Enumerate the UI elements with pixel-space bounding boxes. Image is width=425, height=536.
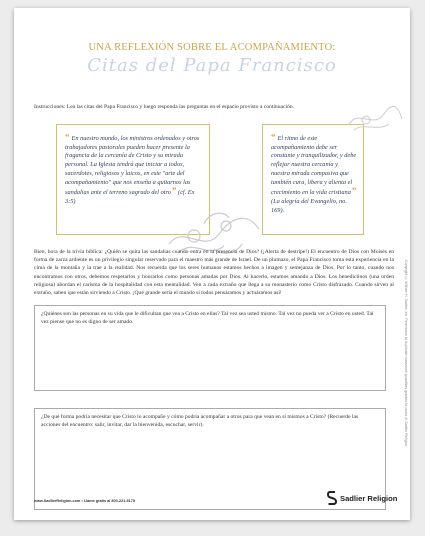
close-quote-icon: ” bbox=[351, 186, 357, 197]
page-title: Citas del Papa Francisco bbox=[87, 55, 337, 76]
quote-left bbox=[65, 133, 203, 207]
sadlier-logo bbox=[327, 491, 397, 505]
logo-text: Sadlier Religion bbox=[340, 493, 398, 503]
copyright-side-text: Copyright © William H. Sadlier, Inc. Permission to duplicate classroom quantities granted to users of Sadlier Religion. bbox=[404, 260, 408, 448]
quote-right bbox=[271, 133, 357, 215]
quote-left-citation: (cf. Ex 3:5) bbox=[65, 189, 195, 205]
instructions-text: Instrucciones: Lea las citas del Papa Francisco y luego responda las preguntas en el espacio provisto a continuación. bbox=[34, 104, 295, 110]
worksheet-page bbox=[14, 8, 410, 520]
close-quote-icon: ” bbox=[171, 186, 177, 197]
question-2: ¿De qué forma podría necesitar que Cristo lo acompañe y cómo podría acompañar a otros para que vean en sí mismos a Cristo? (Recuerde las acciones del encuentro: salir, invitar, dar la bienvenida, escuchar, servir). bbox=[41, 414, 359, 429]
answer-box-1[interactable] bbox=[34, 305, 386, 391]
header-kicker: UNA REFLEXIÓN SOBRE EL ACOMPAÑAMIENTO: bbox=[88, 42, 336, 53]
open-quote-icon: “ bbox=[65, 132, 70, 142]
quote-right-text: El ritmo de este acompañamiento debe ser constante y tranquilizador, y debe reflejar nuestra cercanía y nuestra mirada compasiva que también cura, libera y alienta el crecimiento en la vida cristiana bbox=[271, 135, 357, 197]
open-quote-icon: “ bbox=[271, 132, 276, 142]
question-1: ¿Quiénes son las personas en su vida que le dificultan que vea a Cristo en ellas? Tal vez sea usted mismo. Tal vez no pueda ver a Cristo en usted. Tal vez piense que no es digno de ser amado. bbox=[41, 311, 374, 326]
body-paragraph: Bien, hora de la trivia bíblica: ¿Quién se quita las sandalias cuando entra en la presencia de Dios? (¡Alerta de destripe!) El encuentro de Dios con Moisés en forma de zarza ardiente es un privilegio singular reservado para el maestro más grande de Israel. De un plumazo, el Papa Francisco toma esta experiencia en la cima de la montaña y la trae a la realidad. Nos recuerda que los seres humanos estamos hechos a imagen y semejanza de Dios. Por lo tanto, cuando nos encontramos con otros, debemos respetarlos y honrarlos como personas amadas por Dios. Al hacerlo, estamos amando a Dios. Los benedictinos (una orden religiosa) abordan el carisma de la hospitalidad con esta mentalidad. Ven a cada extraño que llega a su monasterio como Cristo disfrazado. Cuando sirven al extraño, saben que están sirviendo a Cristo. ¡Qué grande sería el mundo si todos pensáramos y actuáramos así! bbox=[34, 249, 394, 297]
sadlier-logo-icon bbox=[327, 491, 337, 505]
quote-left-text: En nuestro mundo, los ministros ordenados y otros trabajadores pastorales pueden hacer presente la fragancia de la cercanía de Cristo y su mirada personal. La Iglesia tendrá que iniciar a todos, sacerdotes, religiosos y laicos, en este "arte del acompañamiento" que nos enseña a quitarnos las sandalias ante el terreno sagrado del otro bbox=[65, 135, 200, 197]
quote-box-right bbox=[262, 124, 364, 235]
footer-contact: www.SadlierReligion.com • Llame gratis al 800-221-5175 bbox=[34, 499, 136, 503]
flourish-ornament-icon bbox=[344, 104, 404, 134]
quote-right-citation: (La alegría del Evangelio, no. 169). bbox=[271, 197, 347, 214]
